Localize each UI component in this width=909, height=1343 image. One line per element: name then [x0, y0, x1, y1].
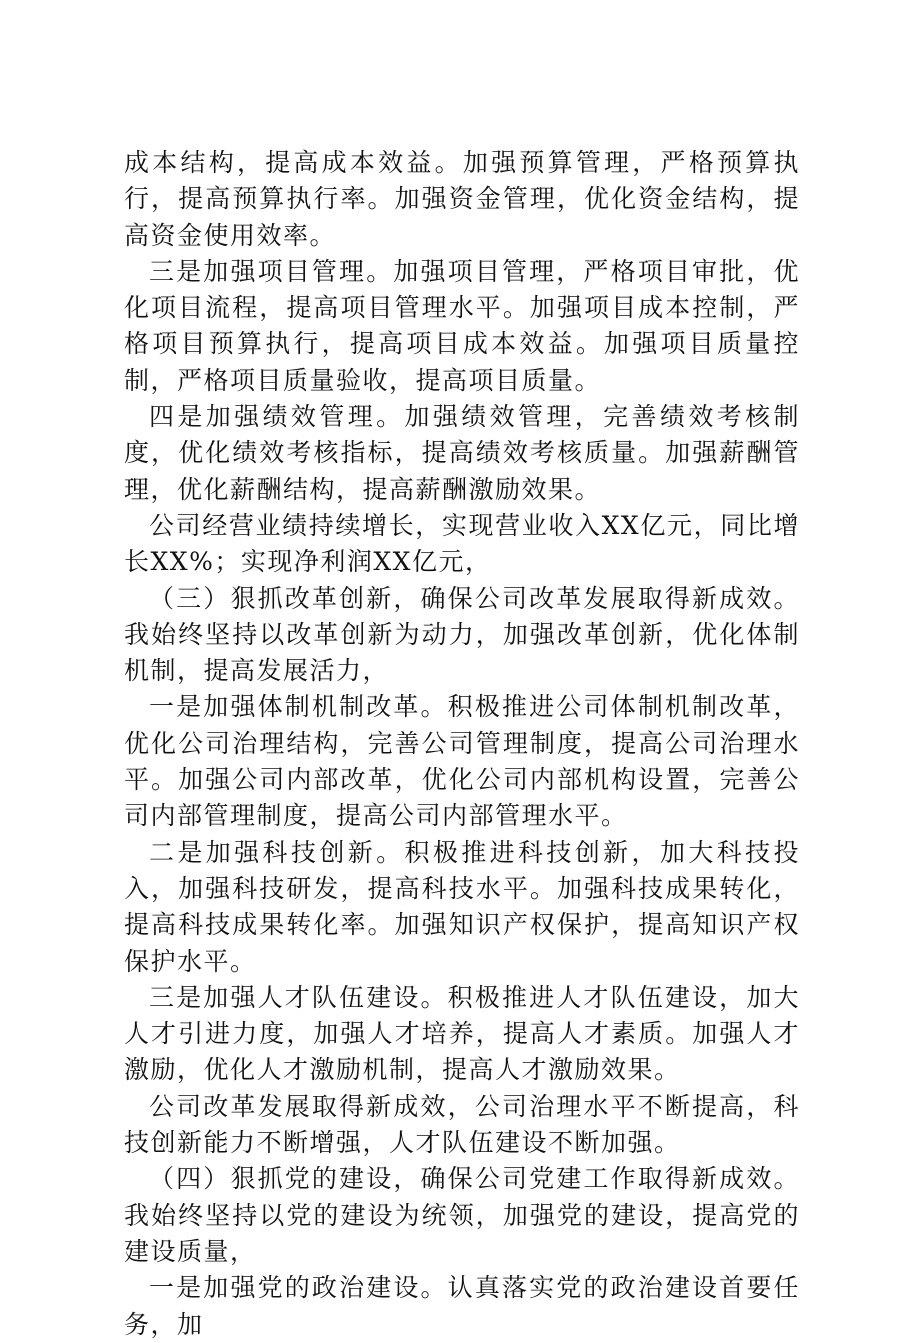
section-heading-party-building: （四）狠抓党的建设，确保公司党建工作取得新成效。我始终坚持以党的建设为统领，加强党的建设，提高党的建设质量， — [124, 1164, 800, 1266]
document-body — [124, 145, 800, 1343]
paragraph-talent-building: 三是加强人才队伍建设。积极推进人才队伍建设，加大人才引进力度，加强人才培养，提高人才素质。加强人才激励，优化人才激励机制，提高人才激励效果。 — [124, 982, 800, 1085]
paragraph-cost-structure: 成本结构，提高成本效益。加强预算管理，严格预算执行，提高预算执行率。加强资金管理，优化资金结构，提高资金使用效率。 — [124, 148, 800, 250]
paragraph-institutional-reform: 一是加强体制机制改革。积极推进公司体制机制改革，优化公司治理结构，完善公司管理制度，提高公司治理水平。加强公司内部改革，优化公司内部机构设置，完善公司内部管理制度，提高公司内部管理水平。 — [124, 692, 800, 831]
paragraph-performance-management: 四是加强绩效管理。加强绩效管理，完善绩效考核制度，优化绩效考核指标，提高绩效考核质量。加强薪酬管理，优化薪酬结构，提高薪酬激励效果。 — [124, 402, 800, 504]
paragraph-project-management: 三是加强项目管理。加强项目管理，严格项目审批，优化项目流程，提高项目管理水平。加强项目成本控制，严格项目预算执行，提高项目成本效益。加强项目质量控制，严格项目质量验收，提高项目质量。 — [124, 256, 800, 395]
paragraph-reform-results: 公司改革发展取得新成效，公司治理水平不断提高，科技创新能力不断增强，人才队伍建设不断加强。 — [124, 1091, 800, 1158]
paragraph-tech-innovation: 二是加强科技创新。积极推进科技创新，加大科技投入，加强科技研发，提高科技水平。加强科技成果转化，提高科技成果转化率。加强知识产权保护，提高知识产权保护水平。 — [124, 837, 800, 976]
paragraph-business-results: 公司经营业绩持续增长，实现营业收入XX亿元，同比增长XX%；实现净利润XX亿元， — [124, 510, 800, 577]
paragraph-political-building: 一是加强党的政治建设。认真落实党的政治建设首要任务，加 — [124, 1273, 800, 1339]
section-heading-reform-innovation: （三）狠抓改革创新，确保公司改革发展取得新成效。我始终坚持以改革创新为动力，加强改革创新，优化体制机制，提高发展活力， — [124, 583, 800, 686]
